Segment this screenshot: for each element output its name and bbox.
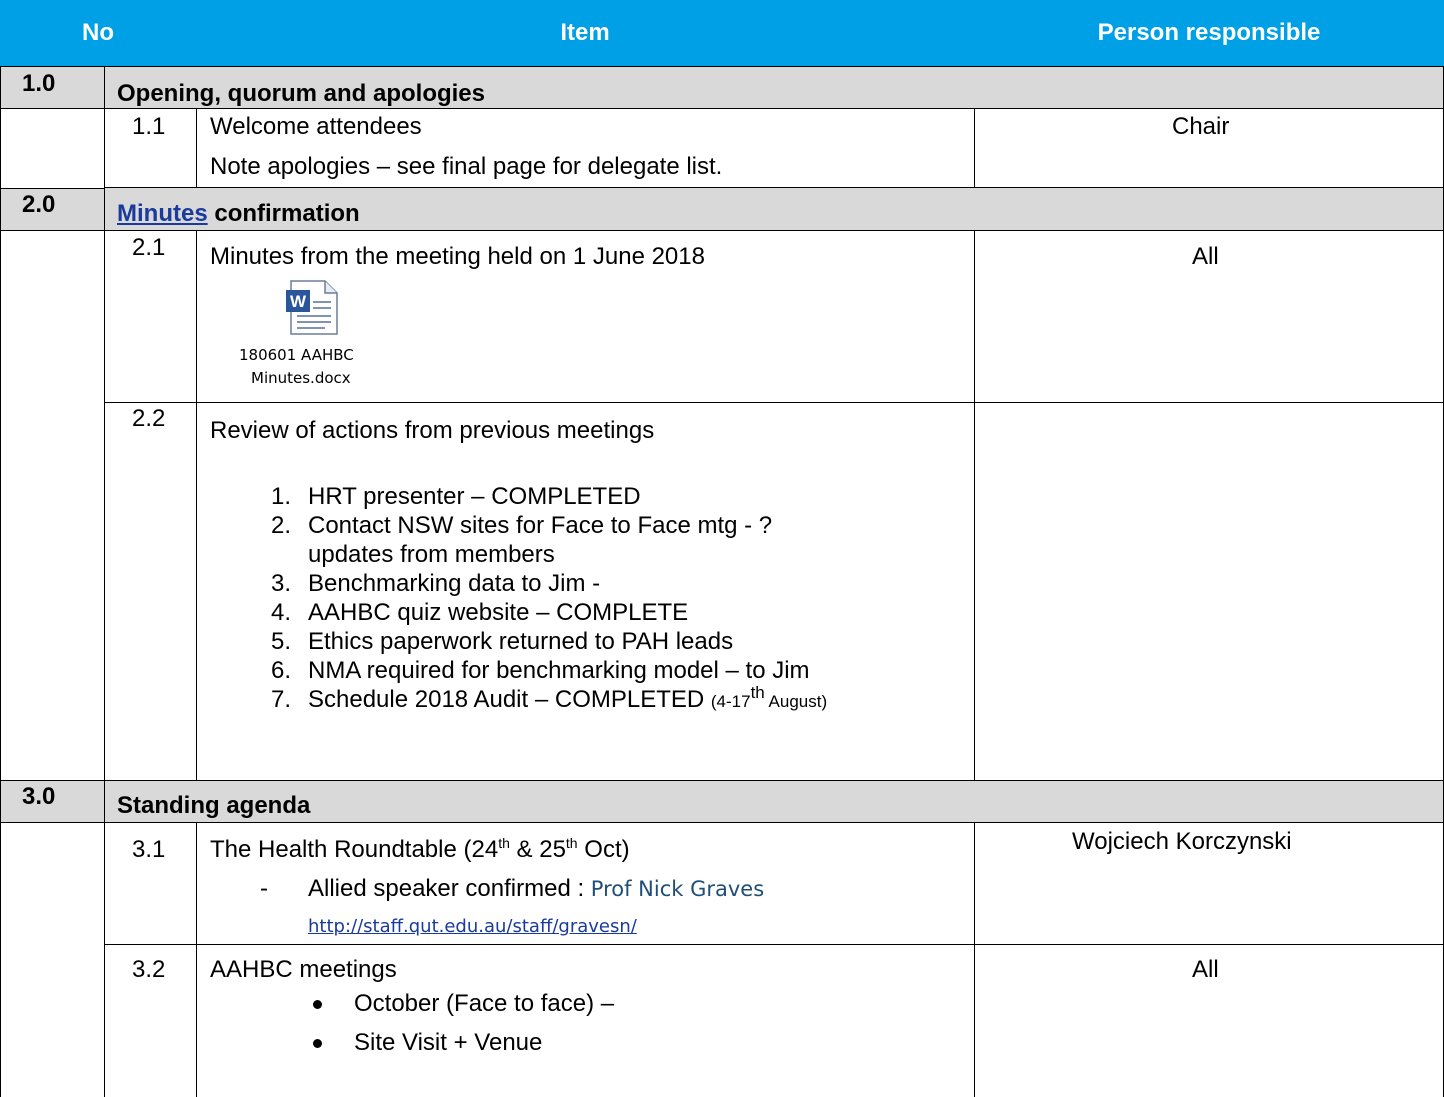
- row-number: 3.1: [132, 836, 166, 863]
- header-no: No: [82, 19, 114, 46]
- action-number: 2.: [271, 512, 292, 539]
- action-item-7: Schedule 2018 Audit – COMPLETED (4-17th August): [308, 683, 828, 713]
- row-number: 2.1: [132, 234, 166, 261]
- attachment-label-line2: Minutes.docx: [251, 369, 351, 387]
- minutes-link[interactable]: Minutes: [117, 200, 208, 227]
- header-item: Item: [560, 19, 610, 46]
- header-person-cell: [974, 0, 1444, 66]
- row-item-text: Note apologies – see final page for delegate list.: [210, 153, 723, 180]
- header-no-cell: [0, 0, 196, 66]
- svg-text:W: W: [289, 292, 307, 311]
- bullet-text: Site Visit + Venue: [354, 1029, 543, 1056]
- action-number: 7.: [271, 686, 292, 713]
- speaker-url-link[interactable]: http://staff.qut.edu.au/staff/gravesn/: [308, 916, 637, 937]
- action-text: HRT presenter – COMPLETED: [308, 483, 641, 510]
- action-text: NMA required for benchmarking model – to Jim: [308, 657, 810, 684]
- section-title: Minutes confirmation: [117, 200, 360, 227]
- row-item-text: Review of actions from previous meetings: [210, 417, 655, 444]
- action-number: 3.: [271, 570, 292, 597]
- speaker-name: Prof Nick Graves: [590, 877, 765, 901]
- row-item-text: Minutes from the meeting held on 1 June 2018: [210, 243, 705, 270]
- action-text: AAHBC quiz website – COMPLETE: [308, 599, 689, 626]
- action-text: Ethics paperwork returned to PAH leads: [308, 628, 734, 655]
- row-person: All: [1192, 243, 1219, 270]
- header-item-cell: [196, 0, 974, 66]
- section-number: 3.0: [22, 783, 56, 810]
- section-number: 1.0: [22, 70, 56, 97]
- section-title: Opening, quorum and apologies: [117, 80, 486, 107]
- section-number: 2.0: [22, 191, 56, 218]
- row-person: Wojciech Korczynski: [1072, 828, 1292, 855]
- action-text: Contact NSW sites for Face to Face mtg - ?: [308, 512, 773, 539]
- row-number: 2.2: [132, 405, 166, 432]
- row-item-text: AAHBC meetings: [210, 956, 397, 983]
- section-title: Standing agenda: [117, 792, 311, 819]
- action-number: 4.: [271, 599, 292, 626]
- bullet-dot: [313, 1000, 322, 1009]
- row-person: Chair: [1172, 113, 1230, 140]
- bullet-text: October (Face to face) –: [354, 990, 615, 1017]
- action-text: Benchmarking data to Jim -: [308, 570, 601, 597]
- row-person: All: [1192, 956, 1219, 983]
- attachment-label-line1: 180601 AAHBC: [239, 346, 354, 364]
- header-person: Person responsible: [1097, 19, 1321, 46]
- row-item-text: The Health Roundtable (24th & 25th Oct): [210, 835, 630, 863]
- row-number: 3.2: [132, 956, 166, 983]
- action-number: 6.: [271, 657, 292, 684]
- word-document-icon[interactable]: [285, 280, 343, 335]
- action-text: updates from members: [308, 541, 555, 568]
- row-number: 1.1: [132, 113, 166, 140]
- row-item-text: Welcome attendees: [210, 113, 422, 140]
- bullet-dash: -: [260, 875, 268, 902]
- bullet-dot: [313, 1039, 322, 1048]
- action-number: 5.: [271, 628, 292, 655]
- speaker-line: Allied speaker confirmed : Prof Nick Graves: [308, 875, 765, 902]
- action-number: 1.: [271, 483, 292, 510]
